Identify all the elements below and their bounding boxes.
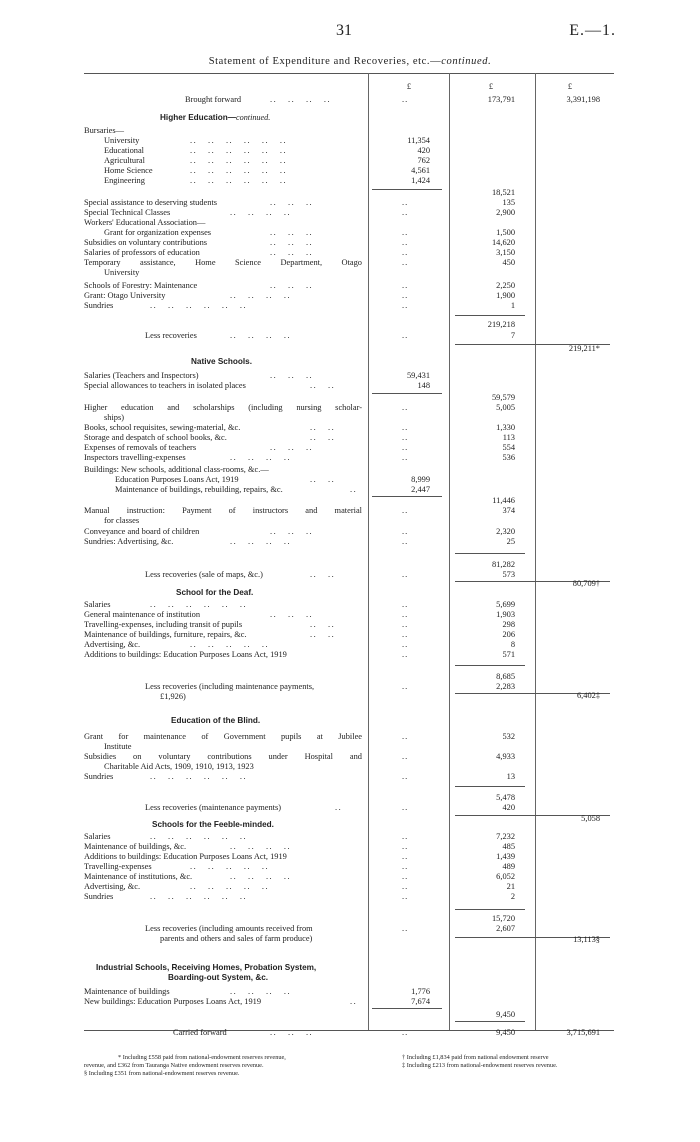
bursary-label: Educational [104, 146, 144, 155]
leader-dots: .. .. [310, 423, 336, 432]
footnote-double-dagger: ‡ Including £213 from national-endowment reserves revenue. [402, 1062, 558, 1069]
leader-dots: .. .. .. [270, 238, 314, 247]
leader-dots: .. .. .. .. .. .. [190, 166, 288, 175]
item-label: Maintenance of institutions, &c. [84, 872, 193, 881]
higher-education-subtotal: 219,218 [487, 320, 515, 329]
leader-dots: .. [402, 291, 409, 300]
leader-dots: .. [402, 892, 409, 901]
leader-dots: .. [402, 852, 409, 861]
item-value: 8,999 [411, 475, 430, 484]
buildings-label: Buildings: New schools, additional class-rooms, &c.— [84, 465, 269, 474]
item-value: 536 [502, 453, 515, 462]
recoveries-label: Less recoveries (including amounts received from [145, 924, 313, 933]
item-value: 1,903 [496, 610, 515, 619]
leader-dots: .. .. .. [270, 371, 314, 380]
native-net: 80,709† [572, 579, 600, 588]
leader-dots: .. .. .. [270, 527, 314, 536]
recoveries-label-continued: parents and others and sales of farm produce) [160, 934, 313, 943]
subtotal-rule [372, 496, 442, 497]
item-value: 532 [502, 732, 515, 741]
leader-dots: .. .. [310, 381, 336, 390]
item-value: 2,447 [411, 485, 430, 494]
bursary-value: 4,561 [411, 166, 430, 175]
leader-dots: .. .. .. .. .. .. [190, 136, 288, 145]
subtotal-rule [455, 786, 525, 787]
leader-dots: .. [402, 443, 409, 452]
brought-forward-col2: 173,791 [487, 95, 515, 104]
leader-dots: .. [402, 872, 409, 881]
leader-dots: .. .. .. .. [230, 842, 292, 851]
item-value: 485 [502, 842, 515, 851]
item-value: 59,431 [406, 371, 430, 380]
section-heading-deaf: School for the Deaf. [176, 588, 254, 597]
leader-dots: .. [402, 752, 409, 761]
leader-dots: .. [402, 862, 409, 871]
leader-dots: .. .. .. .. .. [190, 640, 270, 649]
currency-col2: £ [488, 82, 494, 91]
document-reference: E.—1. [569, 22, 616, 39]
subtotal-rule [455, 909, 525, 910]
item-value: 7,674 [411, 997, 430, 1006]
brought-forward-label: Brought forward [185, 95, 242, 104]
leader-dots: .. .. .. [270, 610, 314, 619]
title-main: Statement of Expenditure and Recoveries, etc.— [208, 56, 442, 67]
subtotal-rule [372, 189, 442, 190]
leader-dots: .. [402, 403, 409, 412]
leader-dots: .. [402, 301, 409, 310]
leader-dots: .. [402, 772, 409, 781]
leader-dots: .. [402, 527, 409, 536]
item-value: 1,500 [496, 228, 515, 237]
item-label: Sundries [84, 772, 114, 781]
item-label: Special Technical Classes [84, 208, 171, 217]
leader-dots: .. .. .. .. .. .. [150, 772, 248, 781]
item-label: Grant for organization expenses [104, 228, 212, 237]
column-rule-3 [535, 73, 536, 1030]
footnote-star: * Including £558 paid from national-endowment reserves revenue, [118, 1054, 286, 1061]
leader-dots: .. [335, 803, 343, 812]
item-label: Travelling-expenses, including transit of pupils [84, 620, 243, 629]
leader-dots: .. [402, 506, 409, 515]
leader-dots: .. [402, 198, 409, 207]
item-value: 1,776 [411, 987, 430, 996]
leader-dots: .. [402, 453, 409, 462]
item-label: Advertising, &c. [84, 882, 141, 891]
item-value: 1,330 [496, 423, 515, 432]
bursary-value: 11,354 [407, 136, 430, 145]
item-value: 113 [502, 433, 515, 442]
page-title [0, 56, 700, 67]
native-subtotal: 81,282 [491, 560, 515, 569]
subtotal-rule [455, 665, 525, 666]
item-label: Schools of Forestry: Maintenance [84, 281, 198, 290]
leader-dots: .. [402, 433, 409, 442]
carried-forward-col2: 9,450 [496, 1028, 515, 1037]
feeble-recoveries: 2,607 [496, 924, 515, 933]
column-rule-2 [449, 73, 450, 1030]
item-value: 2,250 [496, 281, 515, 290]
higher-education-recoveries: 7 [510, 331, 515, 340]
item-label: Special assistance to deserving students [84, 198, 218, 207]
item-label: Sundries [84, 301, 114, 310]
leader-dots: .. .. .. .. .. .. [190, 176, 288, 185]
item-label: Salaries [84, 600, 111, 609]
leader-dots: .. .. .. .. .. .. [190, 156, 288, 165]
item-label: New buildings: Education Purposes Loans Act, 1919 [84, 997, 262, 1006]
item-label: Inspectors travelling-expenses [84, 453, 186, 462]
bursary-value: 1,424 [411, 176, 430, 185]
item-label: Maintenance of buildings [84, 987, 170, 996]
recoveries-label: Less recoveries (including maintenance payments, [145, 682, 315, 691]
item-label: Maintenance of buildings, furniture, repairs, &c. [84, 630, 247, 639]
blind-net: 5,058 [581, 814, 600, 823]
subtotal-rule [372, 393, 442, 394]
item-value: 6,052 [496, 872, 515, 881]
leader-dots: .. [402, 281, 409, 290]
item-label: Sundries: Advertising, &c. [84, 537, 174, 546]
leader-dots: .. [402, 537, 409, 546]
item-label: Additions to buildings: Education Purposes Loans Act, 1919 [84, 852, 287, 861]
item-value: 554 [502, 443, 515, 452]
item-value: 450 [502, 258, 515, 267]
item-value: 148 [417, 381, 430, 390]
leader-dots: .. [402, 610, 409, 619]
page-number: 31 [336, 22, 352, 39]
leader-dots: .. [402, 832, 409, 841]
title-continued: continued. [441, 56, 492, 67]
item-value: 489 [502, 862, 515, 871]
item-label-continued: for classes [104, 516, 140, 525]
carried-forward-col3: 3,715,691 [566, 1028, 600, 1037]
blind-subtotal: 5,478 [496, 793, 515, 802]
section-heading-industrial-continued: Boarding-out System, &c. [168, 973, 269, 982]
item-label: Higher education and scholarships (including nursing scholar- [84, 403, 362, 412]
item-value: 14,620 [491, 238, 515, 247]
leader-dots: .. [402, 331, 409, 340]
item-label: Education Purposes Loans Act, 1919 [115, 475, 239, 484]
native-salaries-total: 59,579 [491, 393, 515, 402]
item-label: Workers' Educational Association— [84, 218, 206, 227]
subtotal-rule [372, 1008, 442, 1009]
item-value: 571 [502, 650, 515, 659]
leader-dots: .. [402, 650, 409, 659]
item-value: 3,150 [496, 248, 515, 257]
leader-dots: .. .. .. .. .. .. [150, 301, 248, 310]
currency-col3: £ [567, 82, 573, 91]
item-label: Grant: Otago University [84, 291, 166, 300]
item-value: 25 [506, 537, 515, 546]
leader-dots: .. .. .. .. .. .. [150, 832, 248, 841]
bursary-label: Home Science [104, 166, 153, 175]
leader-dots: .. .. .. .. [230, 291, 292, 300]
bursary-label: Engineering [104, 176, 145, 185]
item-value: 298 [502, 620, 515, 629]
leader-dots: .. .. .. .. .. [190, 862, 270, 871]
higher-education-net: 219,211* [568, 344, 600, 353]
leader-dots: .. .. .. [270, 228, 314, 237]
feeble-net: 13,113§ [573, 935, 600, 944]
item-value: 2,320 [496, 527, 515, 536]
item-value: 13 [506, 772, 515, 781]
recoveries-label: Less recoveries (sale of maps, &c.) [145, 570, 263, 579]
leader-dots: .. [402, 423, 409, 432]
leader-dots: .. [402, 640, 409, 649]
item-label-continued: University [104, 268, 140, 277]
item-value: 374 [502, 506, 515, 515]
item-label: Salaries (Teachers and Inspectors) [84, 371, 199, 380]
column-rule-1 [368, 73, 369, 1030]
leader-dots: .. .. .. .. [230, 208, 292, 217]
item-label: Additions to buildings: Education Purposes Loans Act, 1919 [84, 650, 287, 659]
leader-dots: .. [350, 997, 358, 1006]
item-value: 21 [506, 882, 515, 891]
item-label: Storage and despatch of school books, &c. [84, 433, 227, 442]
footnote-section: § Including £351 from national-endowment reserves revenue. [84, 1070, 240, 1077]
leader-dots: .. [350, 485, 358, 494]
item-value: 206 [502, 630, 515, 639]
item-label: Manual instruction: Payment of instructors and material [84, 506, 362, 515]
item-label-continued: Charitable Aid Acts, 1909, 1910, 1913, 1923 [104, 762, 254, 771]
carried-forward-col1: .. [402, 1028, 409, 1037]
item-value: 1,900 [496, 291, 515, 300]
leader-dots: .. [402, 803, 409, 812]
item-label: Grant for maintenance of Government pupils at Jubilee [84, 732, 362, 741]
leader-dots: .. .. .. .. [230, 987, 292, 996]
leader-dots: .. .. .. [270, 443, 314, 452]
item-label: Conveyance and board of children [84, 527, 200, 536]
item-label: Maintenance of buildings, &c. [84, 842, 187, 851]
section-heading-industrial: Industrial Schools, Receiving Homes, Probation System, [96, 963, 317, 972]
carried-forward-rule [455, 1021, 525, 1022]
brought-forward-col1: .. [402, 95, 409, 104]
item-label: Maintenance of buildings, rebuilding, repairs, &c. [115, 485, 283, 494]
leader-dots: .. .. .. .. .. .. [150, 892, 248, 901]
item-label: Books, school requisites, sewing-material, &c. [84, 423, 241, 432]
item-value: 1 [510, 301, 515, 310]
item-label-continued: Institute [104, 742, 132, 751]
leader-dots: .. .. .. .. [230, 872, 292, 881]
leader-dots: .. [402, 620, 409, 629]
item-label: Expenses of removals of teachers [84, 443, 197, 452]
blind-recoveries: 420 [502, 803, 515, 812]
item-label: Salaries of professors of education [84, 248, 200, 257]
leader-dots: .. .. .. [270, 1028, 314, 1037]
item-label: Subsidies on voluntary contributions under Hospital and [84, 752, 362, 761]
leader-dots: .. .. .. [270, 198, 314, 207]
table-bottom-rule [84, 1030, 614, 1031]
item-value: 8 [510, 640, 515, 649]
recoveries-label-continued: £1,926) [160, 692, 186, 701]
deaf-subtotal: 8,685 [496, 672, 515, 681]
item-label: General maintenance of institution [84, 610, 201, 619]
industrial-total: 9,450 [496, 1010, 515, 1019]
item-label-continued: ships) [104, 413, 125, 422]
section-heading-native-schools: Native Schools. [191, 357, 252, 366]
section-heading-higher-education: Higher Education—continued. [160, 113, 271, 122]
deaf-recoveries: 2,283 [496, 682, 515, 691]
item-label: Advertising, &c. [84, 640, 141, 649]
currency-col1: £ [406, 82, 412, 91]
leader-dots: .. .. [310, 570, 336, 579]
recoveries-label: Less recoveries [145, 331, 197, 340]
leader-dots: .. .. .. .. .. .. [150, 600, 248, 609]
leader-dots: .. [402, 228, 409, 237]
leader-dots: .. .. .. .. .. [190, 882, 270, 891]
leader-dots: .. .. .. [270, 248, 314, 257]
item-label: Temporary assistance, Home Science Department, Otago [84, 258, 362, 267]
leader-dots: .. [402, 208, 409, 217]
item-label: Sundries [84, 892, 114, 901]
leader-dots: .. .. .. .. [270, 95, 332, 104]
bursaries-label: Bursaries— [84, 126, 125, 135]
item-value: 7,232 [496, 832, 515, 841]
subtotal-rule [455, 315, 525, 316]
footnote-dagger: † Including £1,834 paid from national endowment reserve [402, 1054, 549, 1061]
leader-dots: .. [402, 682, 409, 691]
footnote-star-continued: revenue, and £362 from Tauranga Native endowment reserves revenue. [84, 1062, 264, 1069]
leader-dots: .. .. .. .. [230, 537, 292, 546]
leader-dots: .. .. .. [270, 281, 314, 290]
native-buildings-total: 11,446 [492, 496, 515, 505]
leader-dots: .. .. [310, 630, 336, 639]
leader-dots: .. .. [310, 620, 336, 629]
item-value: 135 [502, 198, 515, 207]
carried-forward-label: Carried forward [173, 1028, 227, 1037]
native-recoveries: 573 [502, 570, 515, 579]
leader-dots: .. .. .. .. .. .. [190, 146, 288, 155]
bursaries-total: 18,521 [491, 188, 515, 197]
section-heading-feeble-minded: Schools for the Feeble-minded. [152, 820, 274, 829]
leader-dots: .. [402, 732, 409, 741]
bursary-value: 762 [417, 156, 430, 165]
brought-forward-col3: 3,391,198 [566, 95, 600, 104]
section-heading-blind: Education of the Blind. [171, 716, 261, 725]
leader-dots: .. [402, 258, 409, 267]
item-value: 2,900 [496, 208, 515, 217]
item-label: Travelling-expenses [84, 862, 152, 871]
leader-dots: .. [402, 630, 409, 639]
leader-dots: .. [402, 842, 409, 851]
leader-dots: .. [402, 238, 409, 247]
item-value: 1,439 [496, 852, 515, 861]
leader-dots: .. .. [310, 433, 336, 442]
leader-dots: .. [402, 248, 409, 257]
leader-dots: .. [402, 570, 409, 579]
subtotal-rule [455, 553, 525, 554]
item-value: 5,699 [496, 600, 515, 609]
leader-dots: .. [402, 600, 409, 609]
item-value: 5,005 [496, 403, 515, 412]
item-value: 4,933 [496, 752, 515, 761]
leader-dots: .. .. [310, 475, 336, 484]
item-label: Special allowances to teachers in isolated places [84, 381, 246, 390]
item-value: 2 [510, 892, 515, 901]
item-label: Salaries [84, 832, 111, 841]
leader-dots: .. [402, 924, 409, 933]
leader-dots: .. [402, 882, 409, 891]
bursary-label: Agricultural [104, 156, 145, 165]
bursary-label: University [104, 136, 140, 145]
item-label: Subsidies on voluntary contributions [84, 238, 208, 247]
leader-dots: .. .. .. .. [230, 453, 292, 462]
leader-dots: .. .. .. .. [230, 331, 292, 340]
recoveries-label: Less recoveries (maintenance payments) [145, 803, 282, 812]
bursary-value: 420 [417, 146, 430, 155]
feeble-subtotal: 15,720 [491, 914, 515, 923]
deaf-net: 6,402‡ [576, 691, 600, 700]
